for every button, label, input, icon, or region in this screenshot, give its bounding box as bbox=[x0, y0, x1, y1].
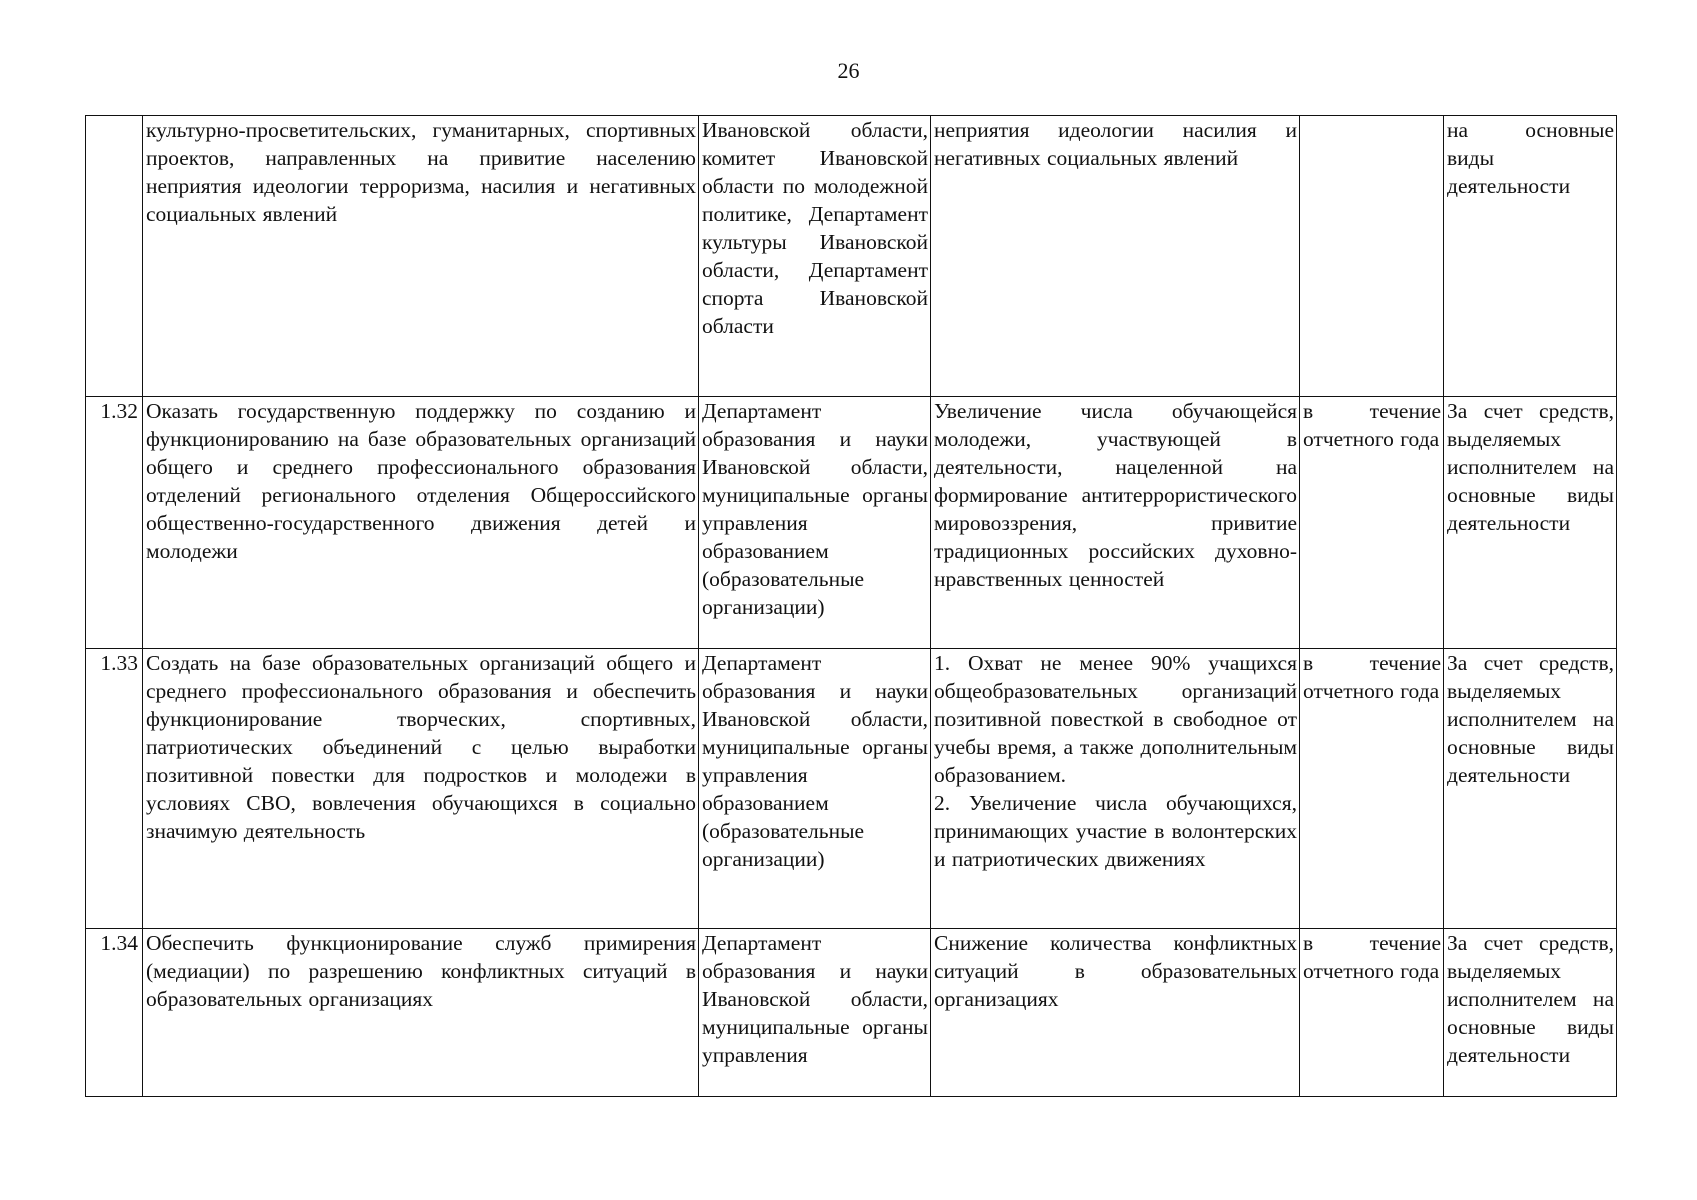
funding-text: За счет средств, выделяемых исполнителем на основные виды деятельности bbox=[1444, 649, 1617, 929]
funding-text: За счет средств, выделяемых исполнителем на основные виды деятельности bbox=[1444, 397, 1617, 649]
executor-text: Департамент образования и науки Ивановской области, муниципальные органы управления образованием (образовательные организации) bbox=[699, 649, 931, 929]
term-text: в течение отчетного года bbox=[1300, 929, 1444, 1097]
table-row bbox=[86, 929, 1617, 1097]
result-text: Снижение количества конфликтных ситуаций в образовательных организациях bbox=[931, 929, 1300, 1097]
term-text: в течение отчетного года bbox=[1300, 397, 1444, 649]
result-item: 1. Охват не менее 90% учащихся общеобразовательных организаций позитивной повесткой в свободное от учебы время, а также дополнительным образованием. bbox=[934, 651, 1297, 787]
table-row bbox=[86, 397, 1617, 649]
term-text bbox=[1300, 116, 1444, 397]
row-number bbox=[86, 116, 143, 397]
funding-text: За счет средств, выделяемых исполнителем на основные виды деятельности bbox=[1444, 929, 1617, 1097]
result-list bbox=[931, 649, 1300, 929]
result-item: 2. Увеличение числа обучающихся, принимающих участие в волонтерских и патриотических движениях bbox=[934, 791, 1297, 871]
table-row bbox=[86, 116, 1617, 397]
executor-text: Департамент образования и науки Ивановской области, муниципальные органы управления bbox=[699, 929, 931, 1097]
row-number: 1.34 bbox=[86, 929, 143, 1097]
executor-text: Ивановской области, комитет Ивановской области по молодежной политике, Департамент культуры Ивановской области, Департамент спорта Ивановской области bbox=[699, 116, 931, 397]
result-text: неприятия идеологии насилия и негативных социальных явлений bbox=[931, 116, 1300, 397]
measure-text: Создать на базе образовательных организаций общего и среднего профессионального образования и обеспечить функционирование творческих, спортивных, патриотических объединений с целью выработки позитивной повестки для подростков и молодежи в условиях СВО, вовлечения обучающихся в социально значимую деятельность bbox=[143, 649, 699, 929]
measures-table bbox=[85, 115, 1617, 1097]
funding-text: на основные виды деятельности bbox=[1444, 116, 1617, 397]
executor-text: Департамент образования и науки Ивановской области, муниципальные органы управления образованием (образовательные организации) bbox=[699, 397, 931, 649]
measure-text: культурно-просветительских, гуманитарных, спортивных проектов, направленных на привитие населению неприятия идеологии терроризма, насилия и негативных социальных явлений bbox=[143, 116, 699, 397]
row-number: 1.32 bbox=[86, 397, 143, 649]
term-text: в течение отчетного года bbox=[1300, 649, 1444, 929]
table-row bbox=[86, 649, 1617, 929]
page-number: 26 bbox=[837, 58, 860, 83]
measure-text: Оказать государственную поддержку по созданию и функционированию на базе образовательных организаций общего и среднего профессионального образования отделений регионального отделения Общероссийского общественно-государственного движения детей и молодежи bbox=[143, 397, 699, 649]
measure-text: Обеспечить функционирование служб примирения (медиации) по разрешению конфликтных ситуаций в образовательных организациях bbox=[143, 929, 699, 1097]
result-text: Увеличение числа обучающейся молодежи, участвующей в деятельности, нацеленной на формирование антитеррористического мировоззрения, привитие традиционных российских духовно-нравственных ценностей bbox=[931, 397, 1300, 649]
row-number: 1.33 bbox=[86, 649, 143, 929]
